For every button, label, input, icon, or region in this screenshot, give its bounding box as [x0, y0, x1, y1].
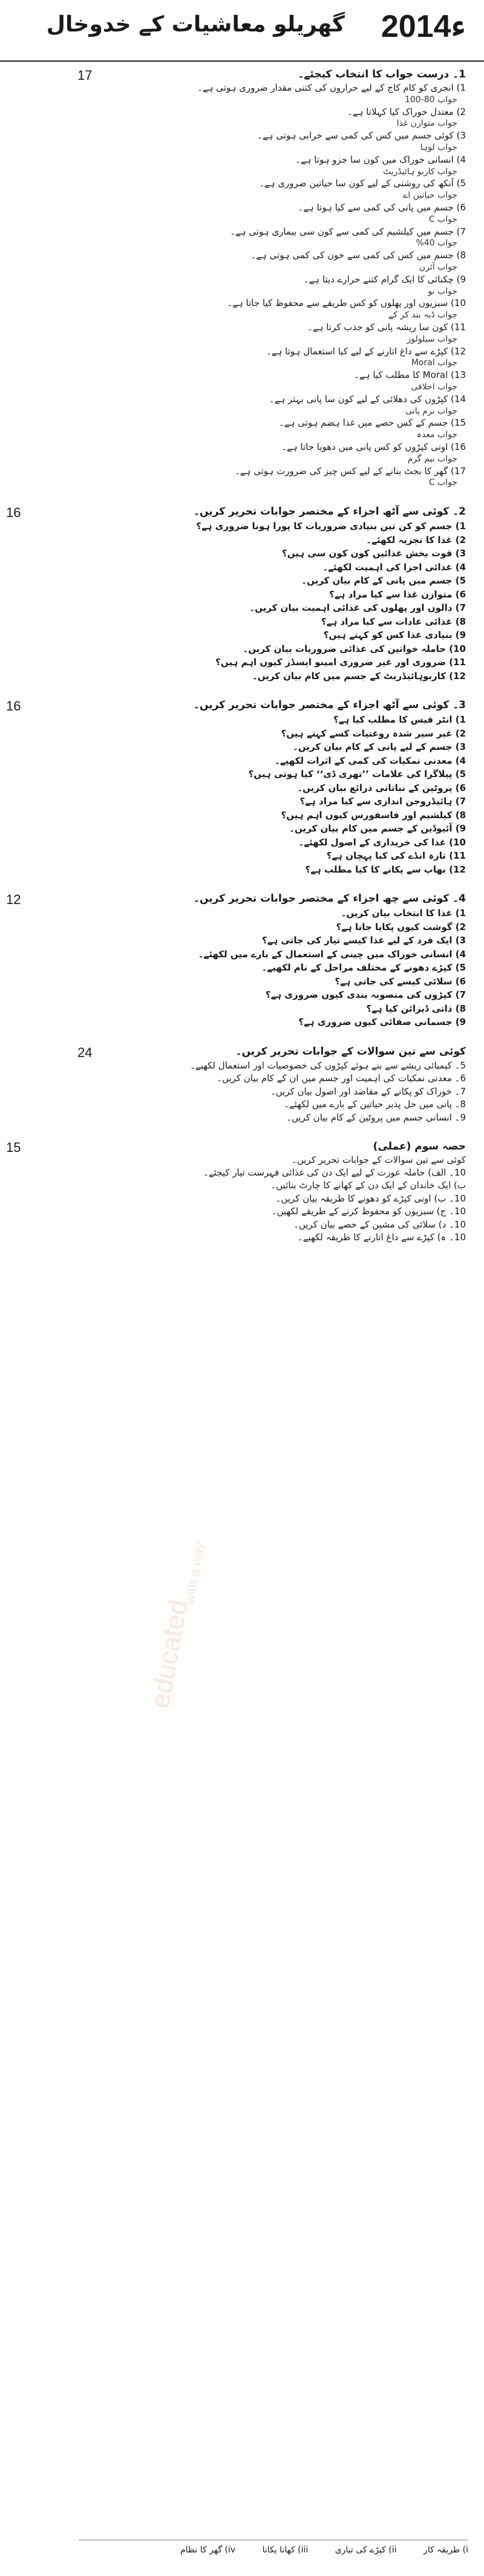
short-questions-section-3 [6, 891, 468, 1029]
watermark-logo [0, 1238, 440, 1664]
long-question: 8۔ پانی میں حل پذیر حیاتین کے بارے میں لکھئے۔ [284, 1099, 466, 1110]
mcq-question: 2) معتدل خوراک کیا کہلاتا ہے۔ [347, 106, 466, 117]
mcq-answer: جواب نرم پانی [405, 406, 457, 416]
practical-subheading: کوئی سے تین سوالات کے جوابات تحریر کریں۔ [292, 1154, 466, 1166]
footer-item: i) طریقہ کار [424, 2545, 468, 2555]
mcq-answer: جواب حیاتین اے [403, 190, 457, 201]
mcq-question: 15) جسم کے کس حصے میں غذا ہضم ہوتی ہے۔ [279, 417, 466, 429]
mcq-question: 14) کپڑوں کی دھلائی کے لیے کون سا پانی بہتر ہے۔ [269, 393, 466, 405]
paper-content [0, 67, 484, 1244]
short-question: 10) حاملہ خواتین کی غذائی ضروریات بیان کریں۔ [243, 643, 466, 654]
short-question: 4) انسانی خوراک میں چینی کے استعمال کے بارے میں لکھئے۔ [198, 948, 466, 960]
long-question: 5۔ کیمیائی ریشے سے بنے ہوئے کپڑوں کی خصوصیات اور استعمال لکھیے۔ [190, 1059, 466, 1071]
page-header [0, 0, 484, 62]
mcq-question: 12) کپڑے سے داغ اتارنے کے لیے کیا استعمال ہوتا ہے۔ [266, 345, 466, 357]
short-question: 9) آئیوڈین کے جسم میں کام بیان کریں۔ [289, 823, 466, 834]
mcq-answer: جواب کاربو ہائیڈریٹ [382, 166, 457, 177]
practical-question: 10۔ ب) اونی کپڑے کو دھونے کا طریقہ بیان کریں۔ [275, 1192, 466, 1204]
short-question: 12) کاربوہائیڈریٹ کے جسم میں کام بیان کریں۔ [252, 670, 466, 681]
mcq-question: 3) کوئی جسم میں کس کی کمی سے خرابی ہوتی ہے۔ [257, 130, 466, 141]
watermark-brand: educated [145, 1597, 194, 1711]
short-question: 1) انٹر فیس کا مطلب کیا ہے؟ [333, 714, 466, 726]
short-question: 8) کیلشیم اور فاسفورس کیوں اہم ہیں؟ [281, 809, 466, 821]
short-question: 9) جسمانی صفائی کیوں ضروری ہے؟ [298, 1016, 466, 1028]
short-question: 11) ضروری اور غیر ضروری امینو ایسڈز کیوں اہم ہیں؟ [215, 657, 466, 668]
mcq-question: 6) جسم میں پانی کی کمی سے کیا ہوتا ہے۔ [298, 201, 466, 213]
mcq-answer: جواب 40% [416, 238, 457, 249]
footer-item: iv) گھر کا نظام [180, 2545, 236, 2555]
short-question: 2) غذا کا تجزیہ لکھئے۔ [366, 534, 466, 545]
short-questions-section-1 [6, 504, 468, 683]
short-question: 1) جسم کو کن تین بنیادی ضروریات کا پورا ہونا ضروری ہے؟ [196, 521, 466, 532]
mcq-answer: جواب Moral [411, 358, 457, 368]
mcq-answer: جواب لوہا [420, 142, 457, 152]
mcq-question: 13) Moral کا مطلب کیا ہے۔ [354, 369, 466, 381]
long-questions-section [79, 1044, 468, 1125]
short2-heading: 3۔ کوئی سے آٹھ اجزاء کے مختصر جوابات تحریر کریں۔ [194, 699, 466, 712]
practical-marks: 15 [6, 1140, 21, 1156]
mcq-answer: جواب اخلاقی [411, 382, 457, 392]
short-question: 6) سلائی کیسے کی جاتی ہے؟ [335, 975, 466, 987]
page-footer [79, 2540, 468, 2569]
mcq-answer: جواب متوازن غذا [396, 119, 457, 129]
short-question: 7) ہائیڈروجن اندازی سے کیا مراد ہے؟ [299, 796, 466, 807]
mcq-answer: جواب نیم گرم [407, 454, 457, 464]
mcq-answer: جواب معدہ [416, 430, 457, 440]
short-question: 3) جسم کے لیے پانی کے کام بیان کریں۔ [292, 741, 466, 753]
short-question: 2) گوشت کیوں پکایا جاتا ہے؟ [336, 921, 466, 932]
mcq-question: 11) کون سا ریشہ پانی کو جذب کرتا ہے۔ [307, 321, 466, 333]
mcq-question: 1) انجری کو کام کاج کے لیے حراروں کی کتنی مقدار ضروری ہوتی ہے۔ [197, 82, 466, 93]
long-question: 9۔ انسانی جسم میں پروٹین کے کام بیان کریں۔ [286, 1111, 466, 1123]
mcq-answer: جواب ڈبہ بند کر کے [388, 310, 457, 320]
exam-year: 2014ء [381, 9, 466, 44]
short-question: 3) ایک فرد کے لیے غذا کیسے تیار کی جاتی ہے؟ [262, 935, 466, 946]
mcq-answer: جواب آئرن [419, 262, 457, 272]
mcq-question: 16) اونی کپڑوں کو کس پانی میں دھویا جاتا ہے۔ [281, 441, 466, 452]
mcq-answer: جواب 80-100 [404, 94, 457, 105]
short-question: 4) غذائی اجزا کی اہمیت لکھئے۔ [322, 561, 466, 573]
practical-question: 10۔ ہ) کپڑے سے داغ اتارنے کا طریقہ لکھیے۔ [297, 1232, 466, 1243]
mcq-answer: جواب C [428, 214, 457, 224]
mcq-section [79, 67, 468, 489]
short-question: 8) غذائی عادات سے کیا مراد ہے؟ [321, 616, 466, 627]
mcq-question: 7) جسم میں کیلشیم کی کمی سے کون سی بیماری ہوتی ہے۔ [230, 226, 466, 237]
short-question: 1) غذا کا انتخاب بیان کریں۔ [341, 908, 466, 919]
short-question: 5) کپڑے دھونے کے مختلف مراحل کے نام لکھیے۔ [261, 962, 466, 974]
short-question: 8) ذاتی ڈیزائن کیا ہے؟ [366, 1003, 466, 1014]
mcq-question: 10) سبزیوں اور پھلوں کو کس طریقے سے محفوظ کیا جاتا ہے۔ [227, 298, 466, 309]
page-title: گھریلو معاشیات کے خدوخال [46, 12, 345, 37]
practical-question: 10۔ د) سلائی کی مشین کے حصے بیان کریں۔ [293, 1218, 466, 1230]
practical-question: 10۔ الف) حاملہ عورت کے لیے ایک دن کی غذائی فہرست تیار کیجئے۔ [203, 1166, 466, 1178]
practical-section [6, 1139, 468, 1244]
watermark-tagline: with a way [182, 1541, 208, 1605]
mcq-question: 8) جسم میں کس کی کمی سے خون کی کمی ہوتی ہے۔ [250, 250, 466, 261]
short-questions-section-2 [6, 697, 468, 876]
practical-question: 10۔ ج) سبزیوں کو محفوظ کرنے کے طریقے لکھیں۔ [271, 1206, 466, 1217]
short-question: 6) پروٹین کے نباتاتی ذرائع بیان کریں۔ [297, 782, 466, 793]
short-question: 3) قوت بخش غذائیں کون کون سی ہیں؟ [282, 548, 466, 559]
long-heading: کوئی سے تین سوالات کے جوابات تحریر کریں۔ [235, 1045, 466, 1058]
short-question: 12) بھاپ سے پکانے کا کیا مطلب ہے؟ [305, 864, 466, 875]
short1-marks: 16 [6, 505, 21, 521]
mcq-marks: 17 [77, 68, 93, 83]
practical-heading: حصہ سوم (عملی) [373, 1140, 466, 1153]
long-question: 7۔ خوراک کو پکانے کے مقاصد اور اصول بیان کریں۔ [270, 1085, 466, 1097]
short-question: 5) پیلاگرا کی علامات ’’تھری ڈی‘‘ کیا ہوتی ہیں؟ [248, 769, 466, 780]
mcq-answer: جواب C [428, 478, 457, 488]
short-question: 6) متوازن غذا سے کیا مراد ہے؟ [329, 588, 466, 600]
short-question: 7) کپڑوں کی منصوبہ بندی کیوں ضروری ہے؟ [265, 989, 466, 1001]
short3-marks: 12 [6, 892, 21, 908]
mcq-question: 4) انسانی خوراک میں کون سا جزو ہوتا ہے۔ [295, 154, 466, 165]
short-question: 9) بنیادی غذا کس کو کہتے ہیں؟ [323, 629, 466, 641]
short3-heading: 4۔ کوئی سے چھ اجزاء کے مختصر جوابات تحریر کریں۔ [193, 893, 466, 905]
short2-marks: 16 [6, 698, 21, 714]
mcq-answer: جواب سیلولوز [407, 334, 457, 344]
short-question: 2) غیر سیر شدہ روغنیات کسے کہتے ہیں؟ [281, 727, 466, 739]
short-question: 5) جسم میں پانی کے کام بیان کریں۔ [301, 575, 466, 587]
long-question: 6۔ معدنی نمکیات کی اہمیت اور جسم میں ان کے کام بیان کریں۔ [217, 1073, 466, 1084]
short1-heading: 2۔ کوئی سے آٹھ اجزاء کے مختصر جوابات تحریر کریں۔ [194, 506, 466, 518]
mcq-question: 9) چکنائی کا ایک گرام کتنے حرارے دیتا ہے۔ [303, 273, 466, 285]
mcq-heading: 1۔ درست جواب کا انتخاب کیجئے۔ [298, 68, 466, 80]
footer-item: iii) کھانا پکانا [262, 2545, 309, 2555]
short-question: 4) معدنی نمکیات کی کمی کے اثرات لکھیے۔ [275, 755, 466, 766]
mcq-question: 17) گھر کا بجٹ بنانے کے لیے کس چیز کی ضرورت ہوتی ہے۔ [234, 465, 466, 476]
mcq-answer: جواب نو [428, 286, 457, 296]
footer-item: ii) کپڑے کی تیاری [335, 2545, 397, 2555]
mcq-question: 5) آنکھ کی روشنی کے لیے کون سا حیاتین ضروری ہے۔ [259, 178, 466, 189]
long-marks: 24 [77, 1044, 93, 1060]
practical-question: ب) ایک خاندان کے ایک دن کے کھانے کا چارٹ بنائیں۔ [270, 1180, 466, 1191]
short-question: 7) دالوں اور پھلوں کی غذائی اہمیت بیان کریں۔ [249, 602, 466, 614]
short-question: 10) غذا کی خریداری کے اصول لکھئے۔ [298, 836, 466, 848]
short-question: 11) تازہ انڈے کی کیا پہچان ہے؟ [326, 850, 466, 862]
